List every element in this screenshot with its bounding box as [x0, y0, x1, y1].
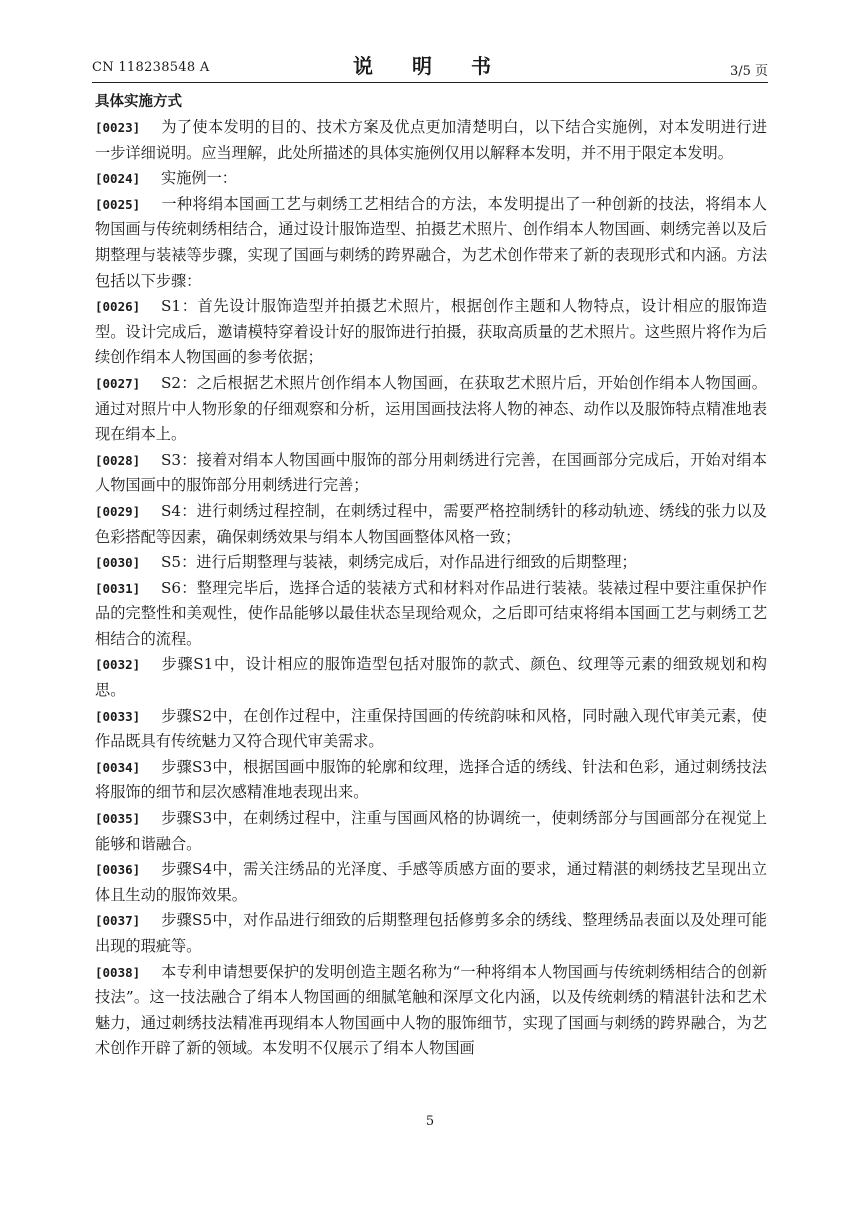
page-indicator: 3/5 页 [729, 64, 768, 79]
paragraph-number: [0034] [95, 759, 141, 775]
paragraph-text: S3：接着对绢本人物国画中服饰的部分用刺绣进行完善，在国画部分完成后，开始对绢本人物国画中的服饰部分用刺绣进行完善； [95, 450, 767, 495]
paragraph-text: 步骤S1中，设计相应的服饰造型包括对服饰的款式、颜色、纹理等元素的细致规划和构思。 [95, 655, 767, 700]
paragraph-number: [0030] [95, 555, 141, 571]
paragraph-number: [0033] [95, 708, 141, 724]
paragraph-number: [0037] [95, 913, 141, 929]
paragraph-text: 步骤S5中，对作品进行细致的后期整理包括修剪多余的绣线、整理绣品表面以及处理可能出现的瑕疵等。 [95, 911, 767, 955]
paragraph-0024 [95, 166, 767, 192]
page-header [92, 50, 768, 86]
paragraph-number: [0032] [95, 657, 141, 673]
paragraph-0023 [95, 115, 767, 166]
section-heading: 具体实施方式 [95, 94, 182, 110]
page-number: 5 [425, 1114, 435, 1129]
paragraph-text: 实施例一： [161, 169, 237, 188]
document-body [95, 89, 767, 1062]
paragraph-number: [0029] [95, 503, 141, 519]
paragraph-0035 [95, 806, 767, 857]
paragraph-number: [0025] [95, 196, 141, 212]
paragraph-text: 步骤S4中，需关注绣品的光泽度、手感等质感方面的要求，通过精湛的刺绣技艺呈现出立体且生动的服饰效果。 [95, 860, 767, 904]
paragraph-number: [0035] [95, 811, 141, 827]
paragraph-text: S6：整理完毕后，选择合适的装裱方式和材料对作品进行装裱。装裱过程中要注重保护作品的完整性和美观性，使作品能够以最佳状态呈现给观众，之后即可结束将绢本国画工艺与刺绣工艺相结合的流程。 [95, 578, 767, 648]
paragraph-number: [0027] [95, 375, 141, 391]
header-divider [92, 82, 768, 83]
paragraph-number: [0031] [95, 580, 141, 596]
paragraph-text: 步骤S3中，根据国画中服饰的轮廓和纹理，选择合适的绣线、针法和色彩，通过刺绣技法将服饰的细节和层次感精准地表现出来。 [95, 757, 767, 802]
paragraph-0031 [95, 576, 767, 653]
document-title: 说 明 书 [353, 54, 507, 78]
paragraph-0032 [95, 652, 767, 703]
paragraph-text: 本专利申请想要保护的发明创造主题名称为“一种将绢本人物国画与传统刺绣相结合的创新技法”。这一技法融合了绢本人物国画的细腻笔触和深厚文化内涵，以及传统刺绣的精湛针法和艺术魅力，通过刺绣技法精准再现绢本人物国画中人物的服饰细节，实现了国画与刺绣的跨界融合，为艺术创作开辟了新的领域。本发明不仅展示了绢本人物国画 [95, 962, 767, 1058]
paragraph-text: 步骤S2中，在创作过程中，注重保持国画的传统韵味和风格，同时融入现代审美元素，使作品既具有传统魅力又符合现代审美需求。 [95, 706, 767, 751]
paragraph-0037 [95, 908, 767, 959]
paragraph-number: [0028] [95, 452, 141, 468]
paragraph-text: S5：进行后期整理与装裱，刺绣完成后，对作品进行细致的后期整理； [161, 553, 637, 572]
paragraph-0034 [95, 755, 767, 806]
paragraph-text: 步骤S3中，在刺绣过程中，注重与国画风格的协调统一，使刺绣部分与国画部分在视觉上能够和谐融合。 [95, 809, 767, 853]
paragraph-0038 [95, 960, 767, 1062]
paragraph-0030 [95, 550, 767, 576]
paragraph-text: S2：之后根据艺术照片创作绢本人物国画，在获取艺术照片后，开始创作绢本人物国画。通过对照片中人物形象的仔细观察和分析，运用国画技法将人物的神态、动作以及服饰特点精准地表现在绢本上。 [95, 373, 767, 444]
paragraph-number: [0038] [95, 964, 141, 980]
patent-number: CN 118238548 A [92, 60, 210, 75]
paragraph-0036 [95, 857, 767, 908]
paragraph-number: [0026] [95, 299, 141, 315]
paragraph-number: [0024] [95, 171, 141, 187]
paragraph-number: [0023] [95, 120, 141, 135]
paragraph-0025 [95, 192, 767, 294]
paragraph-0028 [95, 448, 767, 499]
paragraph-text: S1：首先设计服饰造型并拍摄艺术照片，根据创作主题和人物特点，设计相应的服饰造型。设计完成后，邀请模特穿着设计好的服饰进行拍摄，获取高质量的艺术照片。这些照片将作为后续创作绢本人物国画的参考依据； [95, 297, 767, 367]
paragraph-text: 为了使本发明的目的、技术方案及优点更加清楚明白，以下结合实施例，对本发明进行进一步详细说明。应当理解，此处所描述的具体实施例仅用以解释本发明，并不用于限定本发明。 [95, 118, 767, 162]
paragraph-0033 [95, 704, 767, 755]
paragraph-text: 一种将绢本国画工艺与刺绣工艺相结合的方法，本发明提出了一种创新的技法，将绢本人物国画与传统刺绣相结合，通过设计服饰造型、拍摄艺术照片、创作绢本人物国画、刺绣完善以及后期整理与装裱等步骤，实现了国画与刺绣的跨界融合，为艺术创作带来了新的表现形式和内涵。方法包括以下步骤： [95, 194, 767, 290]
paragraph-0029 [95, 499, 767, 550]
paragraph-number: [0036] [95, 862, 141, 878]
paragraph-0027 [95, 371, 767, 448]
paragraph-text: S4：进行刺绣过程控制，在刺绣过程中，需要严格控制绣针的移动轨迹、绣线的张力以及色彩搭配等因素，确保刺绣效果与绢本人物国画整体风格一致； [95, 501, 767, 546]
paragraph-0026 [95, 294, 767, 371]
